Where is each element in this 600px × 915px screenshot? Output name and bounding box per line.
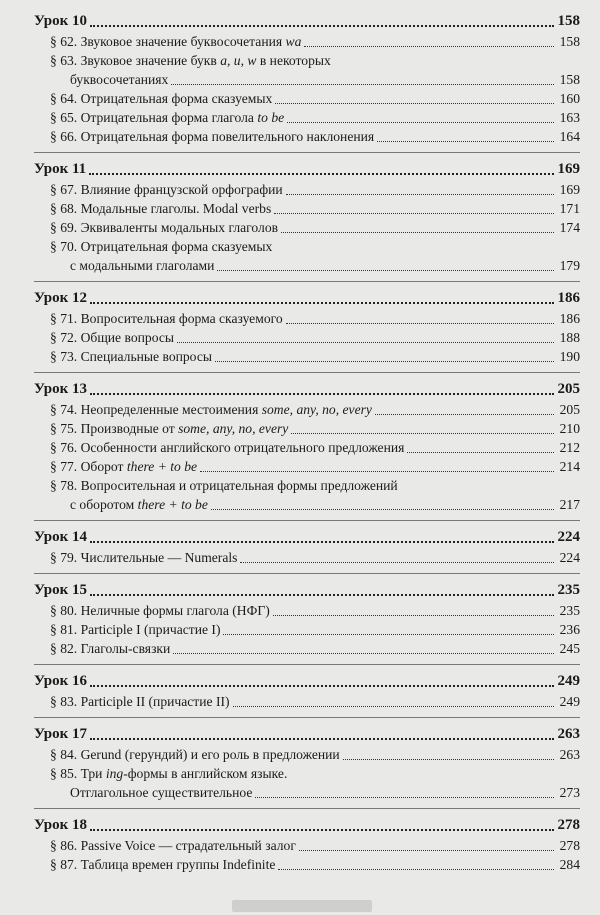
- dot-leader: [286, 322, 554, 324]
- lesson-page-number: 205: [557, 381, 580, 397]
- dot-leader: [90, 828, 554, 831]
- toc-entry-page-number: 171: [559, 201, 580, 216]
- toc-entry-page-number: 190: [559, 349, 580, 364]
- entry-text: § 62. Звуковое значение буквосочетания: [50, 34, 286, 49]
- lesson-heading[interactable]: [34, 287, 580, 309]
- dot-leader: [90, 737, 554, 740]
- toc-entry-label: [50, 108, 284, 127]
- dot-leader: [377, 140, 554, 142]
- toc-entry-label: [50, 601, 270, 620]
- toc-entry[interactable]: [34, 692, 580, 711]
- toc-entry-label: [50, 745, 340, 764]
- toc-entry-page-number: 249: [559, 694, 580, 709]
- dot-leader: [274, 212, 554, 214]
- lesson-heading[interactable]: [34, 378, 580, 400]
- toc-entry[interactable]: [34, 237, 580, 256]
- toc-entry-page-number: 236: [559, 622, 580, 637]
- entry-text: § 86. Passive Voice — страдательный залог: [50, 838, 296, 853]
- entry-text: буквосочетаниях: [70, 72, 169, 87]
- dot-leader: [255, 796, 554, 798]
- toc-entry-page-number: 188: [559, 330, 580, 345]
- dot-leader: [223, 633, 554, 635]
- lesson-heading[interactable]: [34, 158, 580, 180]
- toc-entry[interactable]: [34, 783, 580, 802]
- lesson-title: Урок 18: [34, 817, 88, 833]
- entry-text: § 79. Числительные — Numerals: [50, 550, 238, 565]
- dot-leader: [90, 684, 554, 687]
- toc-entry-label: [50, 438, 404, 457]
- dot-leader: [240, 561, 554, 563]
- toc-entry-page-number: 278: [559, 838, 580, 853]
- toc-entry-label: [50, 32, 301, 51]
- section-divider: [34, 372, 580, 373]
- entry-text: § 70. Отрицательная форма сказуемых: [50, 239, 273, 254]
- toc-entry[interactable]: [34, 764, 580, 783]
- entry-text: § 68. Модальные глаголы. Modal verbs: [50, 201, 272, 216]
- entry-text: § 76. Особенности английского отрицательного предложения: [50, 440, 405, 455]
- toc-entry-label: [50, 237, 272, 256]
- entry-text: § 73. Специальные вопросы: [50, 349, 212, 364]
- entry-text-italic: to be: [257, 110, 285, 125]
- entry-text: § 77. Оборот: [50, 459, 127, 474]
- dot-leader: [278, 868, 554, 870]
- toc-entry-page-number: 174: [559, 220, 580, 235]
- toc-entry-label: [70, 256, 214, 275]
- dot-leader: [90, 24, 554, 27]
- entry-text: Отглагольное существительное: [70, 785, 253, 800]
- entry-text: § 87. Таблица времен группы Indefinite: [50, 857, 276, 872]
- toc-entry-label: [50, 620, 220, 639]
- dot-leader: [90, 392, 554, 395]
- table-of-contents: [34, 10, 580, 874]
- lesson-section: [34, 372, 580, 514]
- toc-entry-label: [50, 548, 237, 567]
- toc-entry-page-number: 235: [559, 603, 580, 618]
- toc-entry-label: [50, 400, 372, 419]
- lesson-section: [34, 664, 580, 711]
- dot-leader: [281, 231, 554, 233]
- dot-leader: [90, 301, 554, 304]
- dot-leader: [177, 341, 554, 343]
- toc-entry-page-number: 179: [559, 258, 580, 273]
- toc-entry[interactable]: [34, 836, 580, 855]
- lesson-title: Урок 14: [34, 529, 88, 545]
- entry-text: § 64. Отрицательная форма сказуемых: [50, 91, 273, 106]
- toc-entry[interactable]: [34, 601, 580, 620]
- section-divider: [34, 717, 580, 718]
- toc-entry[interactable]: [34, 495, 580, 514]
- lesson-page-number: 186: [557, 290, 580, 306]
- dot-leader: [286, 193, 554, 195]
- toc-entry[interactable]: [34, 347, 580, 366]
- dot-leader: [215, 360, 554, 362]
- entry-text: с модальными глаголами: [70, 258, 215, 273]
- toc-entry[interactable]: [34, 419, 580, 438]
- toc-entry[interactable]: [34, 548, 580, 567]
- entry-text: § 71. Вопросительная форма сказуемого: [50, 311, 283, 326]
- entry-text-italic: some, any, no, every: [261, 402, 372, 417]
- lesson-heading[interactable]: [34, 10, 580, 32]
- entry-text-italic: some, any, no, every: [178, 421, 289, 436]
- toc-entry-label: [50, 764, 287, 783]
- toc-entry[interactable]: [34, 457, 580, 476]
- toc-entry[interactable]: [34, 108, 580, 127]
- toc-entry-label: [50, 328, 174, 347]
- toc-entry[interactable]: [34, 400, 580, 419]
- lesson-heading[interactable]: [34, 723, 580, 745]
- dot-leader: [299, 849, 554, 851]
- toc-entry-page-number: 284: [559, 857, 580, 872]
- toc-entry[interactable]: [34, 199, 580, 218]
- toc-entry[interactable]: [34, 256, 580, 275]
- toc-entry[interactable]: [34, 32, 580, 51]
- entry-text: § 67. Влияние французской орфографии: [50, 182, 283, 197]
- lesson-title: Урок 17: [34, 726, 88, 742]
- toc-entry[interactable]: [34, 745, 580, 764]
- toc-entry-page-number: 164: [559, 129, 580, 144]
- page-bottom-edge: [232, 900, 372, 912]
- lesson-page-number: 278: [557, 817, 580, 833]
- entry-text: § 81. Participle I (причастие I): [50, 622, 221, 637]
- entry-text: § 72. Общие вопросы: [50, 330, 174, 345]
- toc-entry-label: [50, 199, 271, 218]
- toc-entry[interactable]: [34, 70, 580, 89]
- lesson-title: Урок 12: [34, 290, 88, 306]
- toc-entry-label: [50, 180, 283, 199]
- dot-leader: [287, 121, 554, 123]
- entry-text: в некоторых: [256, 53, 331, 68]
- lesson-page-number: 249: [557, 673, 580, 689]
- toc-entry-label: [70, 495, 208, 514]
- entry-text: § 83. Participle II (причастие II): [50, 694, 230, 709]
- toc-entry-label: [50, 347, 212, 366]
- toc-entry[interactable]: [34, 328, 580, 347]
- lesson-section: [34, 573, 580, 658]
- toc-entry-label: [50, 457, 197, 476]
- dot-leader: [173, 652, 554, 654]
- toc-entry-label: [50, 855, 275, 874]
- toc-entry-label: [50, 692, 230, 711]
- section-divider: [34, 520, 580, 521]
- entry-text: § 78. Вопросительная и отрицательная формы предложений: [50, 478, 398, 493]
- lesson-title: Урок 13: [34, 381, 88, 397]
- lesson-section: [34, 10, 580, 146]
- entry-text: § 74. Неопределенные местоимения: [50, 402, 262, 417]
- toc-entry-page-number: 158: [559, 72, 580, 87]
- section-divider: [34, 573, 580, 574]
- toc-entry-label: [50, 127, 374, 146]
- entry-text: § 84. Gerund (герундий) и его роль в предложении: [50, 747, 340, 762]
- toc-entry-label: [50, 476, 398, 495]
- dot-leader: [407, 451, 554, 453]
- entry-text: § 66. Отрицательная форма повелительного наклонения: [50, 129, 375, 144]
- toc-entry-page-number: 245: [559, 641, 580, 656]
- entry-text: § 69. Эквиваленты модальных глаголов: [50, 220, 279, 235]
- toc-entry[interactable]: [34, 309, 580, 328]
- section-divider: [34, 281, 580, 282]
- dot-leader: [90, 540, 554, 543]
- toc-entry-page-number: 263: [559, 747, 580, 762]
- dot-leader: [233, 705, 554, 707]
- lesson-section: [34, 152, 580, 275]
- lesson-page-number: 224: [557, 529, 580, 545]
- entry-text: § 75. Производные от: [50, 421, 179, 436]
- toc-entry-page-number: 212: [559, 440, 580, 455]
- lesson-title: Урок 11: [34, 161, 87, 177]
- entry-text-italic: ing: [105, 766, 124, 781]
- entry-text: § 85. Три: [50, 766, 106, 781]
- toc-entry-page-number: 210: [559, 421, 580, 436]
- entry-text: § 80. Неличные формы глагола (НФГ): [50, 603, 270, 618]
- dot-leader: [375, 413, 554, 415]
- toc-entry-page-number: 214: [559, 459, 580, 474]
- dot-leader: [343, 758, 554, 760]
- toc-entry[interactable]: [34, 218, 580, 237]
- dot-leader: [89, 172, 554, 175]
- lesson-section: [34, 281, 580, 366]
- entry-text: § 82. Глаголы-связки: [50, 641, 171, 656]
- entry-text: § 63. Звуковое значение букв: [50, 53, 221, 68]
- section-divider: [34, 808, 580, 809]
- toc-entry-page-number: 169: [559, 182, 580, 197]
- lesson-page-number: 169: [557, 161, 580, 177]
- lesson-section: [34, 808, 580, 874]
- lesson-section: [34, 717, 580, 802]
- toc-entry-label: [50, 419, 288, 438]
- lesson-heading[interactable]: [34, 670, 580, 692]
- toc-entry-page-number: 224: [559, 550, 580, 565]
- toc-entry-page-number: 163: [559, 110, 580, 125]
- entry-text-italic: there + to be: [137, 497, 208, 512]
- dot-leader: [291, 432, 554, 434]
- lesson-heading[interactable]: [34, 814, 580, 836]
- toc-entry[interactable]: [34, 127, 580, 146]
- toc-entry-page-number: 205: [559, 402, 580, 417]
- toc-entry-page-number: 273: [559, 785, 580, 800]
- lesson-section: [34, 520, 580, 567]
- lesson-page-number: 158: [557, 13, 580, 29]
- dot-leader: [217, 269, 554, 271]
- section-divider: [34, 664, 580, 665]
- entry-text-italic: wa: [285, 34, 302, 49]
- entry-text-italic: a, u, w: [220, 53, 257, 68]
- toc-entry-label: [50, 89, 272, 108]
- dot-leader: [90, 593, 554, 596]
- toc-entry-label: [70, 70, 168, 89]
- entry-text: § 65. Отрицательная форма глагола: [50, 110, 258, 125]
- toc-entry-label: [50, 836, 296, 855]
- entry-text: -формы в английском языке.: [123, 766, 288, 781]
- toc-entry[interactable]: [34, 639, 580, 658]
- lesson-heading[interactable]: [34, 526, 580, 548]
- section-divider: [34, 152, 580, 153]
- toc-entry[interactable]: [34, 855, 580, 874]
- dot-leader: [171, 83, 554, 85]
- dot-leader: [304, 45, 554, 47]
- toc-entry-label: [50, 309, 283, 328]
- dot-leader: [275, 102, 554, 104]
- lesson-title: Урок 16: [34, 673, 88, 689]
- toc-entry-page-number: 160: [559, 91, 580, 106]
- toc-entry[interactable]: [34, 51, 580, 70]
- dot-leader: [273, 614, 554, 616]
- toc-entry-page-number: 217: [559, 497, 580, 512]
- toc-entry[interactable]: [34, 620, 580, 639]
- toc-entry[interactable]: [34, 438, 580, 457]
- lesson-title: Урок 15: [34, 582, 88, 598]
- lesson-page-number: 263: [557, 726, 580, 742]
- toc-entry[interactable]: [34, 476, 580, 495]
- toc-entry-label: [50, 218, 278, 237]
- toc-entry-label: [50, 51, 331, 70]
- toc-entry[interactable]: [34, 180, 580, 199]
- toc-entry[interactable]: [34, 89, 580, 108]
- entry-text: с оборотом: [70, 497, 138, 512]
- dot-leader: [211, 508, 554, 510]
- toc-entry-page-number: 186: [559, 311, 580, 326]
- toc-entry-label: [50, 639, 170, 658]
- lesson-title: Урок 10: [34, 13, 88, 29]
- dot-leader: [200, 470, 554, 472]
- toc-entry-label: [70, 783, 252, 802]
- lesson-heading[interactable]: [34, 579, 580, 601]
- toc-entry-page-number: 158: [559, 34, 580, 49]
- lesson-page-number: 235: [557, 582, 580, 598]
- entry-text-italic: there + to be: [126, 459, 198, 474]
